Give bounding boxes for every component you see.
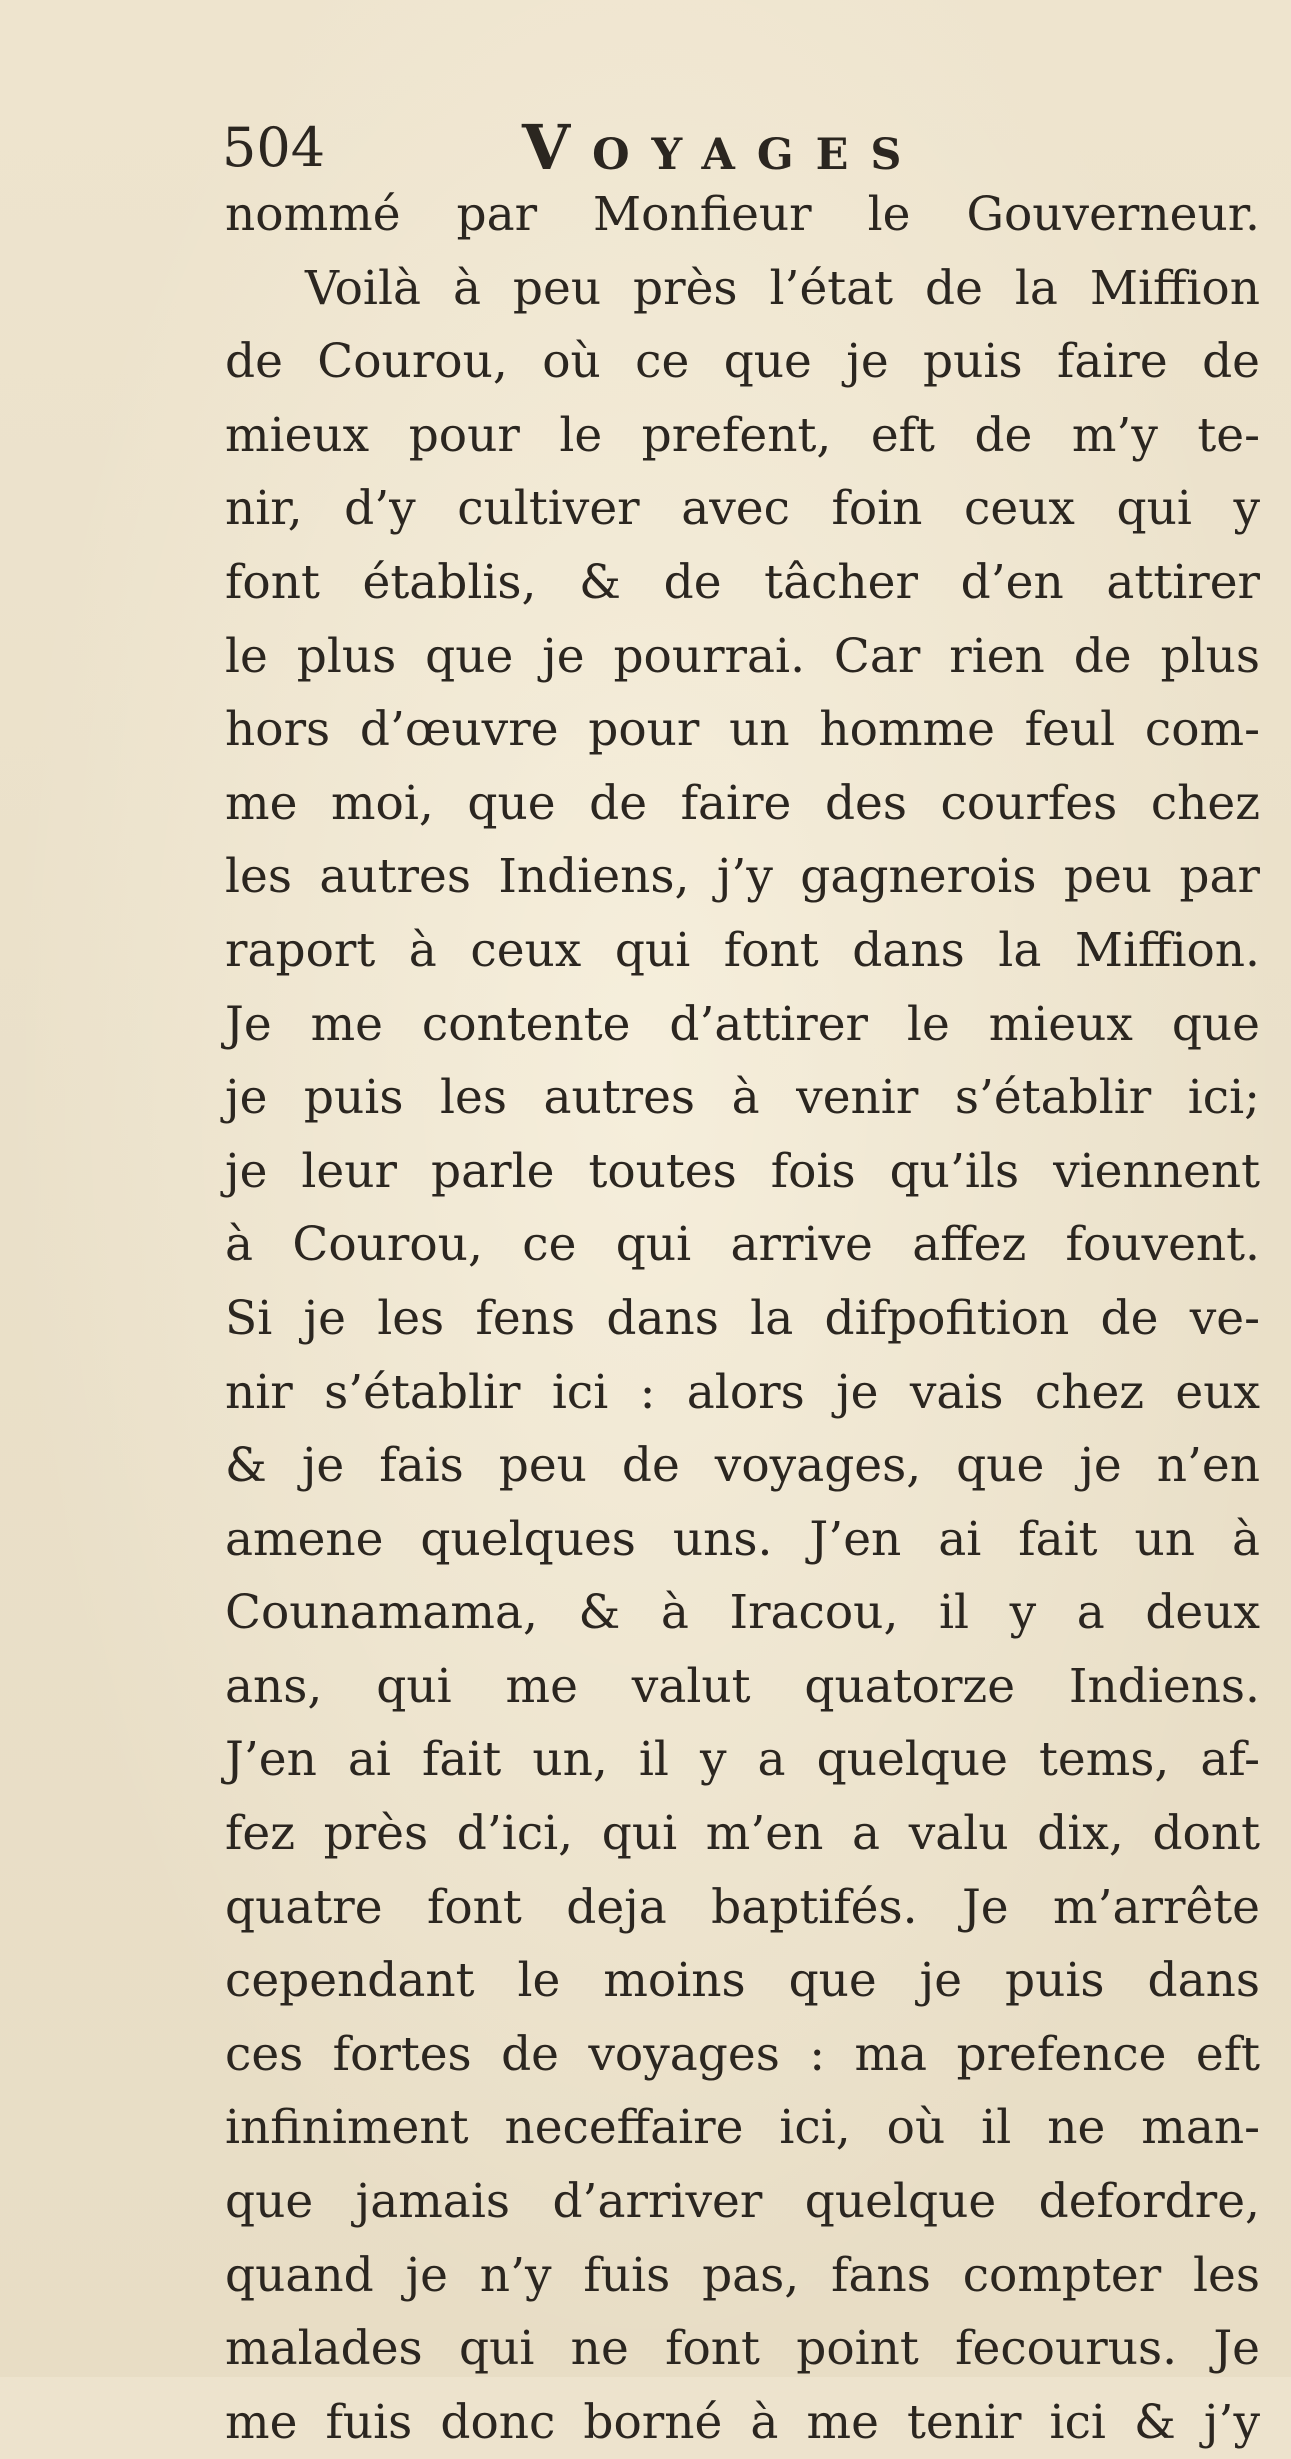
text-line: J’en ai fait un, il y a quelque tems, af- — [225, 1732, 1260, 1788]
text-line: à Courou, ce qui arrive affez fouvent. — [225, 1217, 1260, 1273]
page-number: 504 — [222, 116, 326, 179]
text-line: nir, d’y cultiver avec foin ceux qui y — [225, 481, 1260, 537]
text-line: nommé par Monfieur le Gouverneur. — [225, 187, 1260, 242]
running-head: Voyages — [522, 111, 924, 184]
text-line: hors d’œuvre pour un homme feul com- — [225, 702, 1260, 758]
text-line: nir s’établir ici : alors je vais chez eux — [225, 1364, 1260, 1420]
text-line: quatre font deja baptifés. Je m’arrête — [225, 1879, 1260, 1935]
text-line: Je me contente d’attirer le mieux que — [225, 996, 1260, 1052]
text-line: je leur parle toutes fois qu’ils viennent — [225, 1143, 1260, 1199]
text-line: cependant le moins que je puis dans — [225, 1953, 1260, 2009]
text-line: les autres Indiens, j’y gagnerois peu par — [225, 849, 1260, 905]
text-line: Counamama, & à Iracou, il y a deux — [225, 1585, 1260, 1641]
text-line: Voilà à peu près l’état de la Miffion — [305, 260, 1260, 316]
body-text — [225, 178, 1260, 2459]
text-line: font établis, & de tâcher d’en attirer — [225, 554, 1260, 610]
text-line: que jamais d’arriver quelque defordre, — [225, 2174, 1260, 2230]
text-line: amene quelques uns. J’en ai fait un à — [225, 1511, 1260, 1567]
page-header — [222, 108, 1042, 188]
text-line: de Courou, où ce que je puis faire de — [225, 334, 1260, 390]
text-line: malades qui ne font point fecourus. Je — [225, 2321, 1260, 2377]
text-line: Si je les fens dans la difpofition de ve- — [225, 1290, 1260, 1346]
text-line: fez près d’ici, qui m’en a valu dix, dont — [225, 1806, 1260, 1862]
text-line: ces fortes de voyages : ma prefence eft — [225, 2026, 1260, 2082]
text-line: & je fais peu de voyages, que je n’en — [225, 1438, 1260, 1494]
text-line: me moi, que de faire des courfes chez — [225, 775, 1260, 831]
text-line: je puis les autres à venir s’établir ici; — [225, 1070, 1260, 1126]
text-line: raport à ceux qui font dans la Miffion. — [225, 922, 1260, 978]
text-line: me fuis donc borné à me tenir ici & j’y — [225, 2394, 1260, 2450]
text-line: ans, qui me valut quatorze Indiens. — [225, 1658, 1260, 1714]
text-line: quand je n’y fuis pas, fans compter les — [225, 2247, 1260, 2303]
text-line: mieux pour le prefent, eft de m’y te- — [225, 407, 1260, 463]
text-line: infiniment neceffaire ici, où il ne man- — [225, 2100, 1260, 2156]
text-line: le plus que je pourrai. Car rien de plus — [225, 628, 1260, 684]
